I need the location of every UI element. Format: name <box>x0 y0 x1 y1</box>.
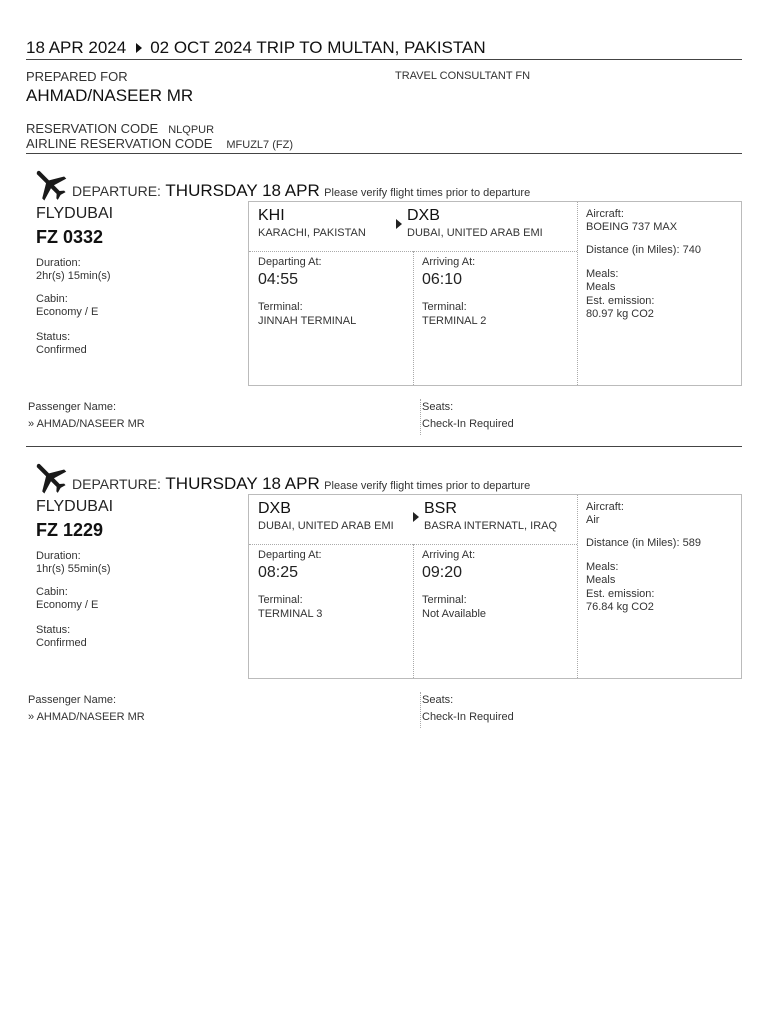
flight-number: FZ 1229 <box>36 520 104 540</box>
cabin <box>36 293 98 319</box>
aircraft-value: BOEING 737 MAX <box>586 221 678 233</box>
arrival-time: 06:10 <box>422 271 463 288</box>
seats-label: Seats: <box>422 694 454 706</box>
status-value: Confirmed <box>36 637 87 649</box>
departure-day: THURSDAY 18 APR <box>165 474 320 493</box>
status <box>36 624 87 650</box>
seats-label: Seats: <box>422 401 454 413</box>
arrival-terminal-label: Terminal: <box>422 594 467 606</box>
flight-segment <box>0 446 768 736</box>
cabin <box>36 586 98 612</box>
destination-city: DUBAI, UNITED ARAB EMI <box>407 227 543 239</box>
passenger-name-label: Passenger Name: <box>28 401 117 413</box>
trip-name: TRIP TO MULTAN, PAKISTAN <box>256 38 486 57</box>
emission-label: Est. emission: <box>586 295 655 307</box>
distance <box>586 537 701 550</box>
departure-time: 04:55 <box>258 271 299 288</box>
seat-info <box>422 399 514 433</box>
trip-title <box>26 38 486 58</box>
aircraft-value: Air <box>586 514 600 526</box>
origin-city: DUBAI, UNITED ARAB EMI <box>258 520 394 532</box>
seats-value: Check-In Required <box>422 418 514 430</box>
duration-value: 1hr(s) 55min(s) <box>36 563 111 575</box>
cabin-value: Economy / E <box>36 306 99 318</box>
arrival-terminal-label: Terminal: <box>422 301 467 313</box>
meals-label: Meals: <box>586 561 619 573</box>
arrival-time: 09:20 <box>422 564 463 581</box>
passenger-info <box>28 692 145 726</box>
divider <box>420 399 421 435</box>
destination-city: BASRA INTERNATL, IRAQ <box>424 520 558 532</box>
arrow-right-icon <box>413 512 419 522</box>
flight-number: FZ 0332 <box>36 227 104 247</box>
duration-label: Duration: <box>36 550 81 562</box>
verify-note: Please verify flight times prior to departure <box>324 480 531 492</box>
destination-code: BSR <box>424 500 457 517</box>
divider <box>577 495 578 678</box>
status-value: Confirmed <box>36 344 87 356</box>
departing-label: Departing At: <box>258 549 322 561</box>
duration <box>36 550 111 576</box>
reservation-code-row <box>26 121 214 136</box>
status-label: Status: <box>36 331 71 343</box>
cabin-value: Economy / E <box>36 599 99 611</box>
verify-note: Please verify flight times prior to departure <box>324 187 531 199</box>
flight-details-box <box>248 494 742 679</box>
flight-segment <box>0 153 768 443</box>
distance-label: Distance (in Miles): <box>586 537 680 549</box>
arriving-label: Arriving At: <box>422 549 476 561</box>
airline-name: FLYDUBAI <box>36 498 114 515</box>
meals-label: Meals: <box>586 268 619 280</box>
distance-value: 589 <box>682 537 701 549</box>
passenger-name: » AHMAD/NASEER MR <box>28 711 145 723</box>
distance <box>586 244 701 257</box>
arrival-terminal: Not Available <box>422 608 487 620</box>
trip-start-date: 18 APR 2024 <box>26 38 127 57</box>
divider <box>420 692 421 728</box>
distance-value: 740 <box>682 244 701 256</box>
divider <box>249 544 577 545</box>
status <box>36 331 87 357</box>
meals-value: Meals <box>586 281 616 293</box>
divider <box>577 202 578 385</box>
passenger-name-label: Passenger Name: <box>28 694 117 706</box>
origin-city: KARACHI, PAKISTAN <box>258 227 366 239</box>
emission-value: 80.97 kg CO2 <box>586 308 654 320</box>
duration-label: Duration: <box>36 257 81 269</box>
departing-label: Departing At: <box>258 256 322 268</box>
origin-code: KHI <box>258 207 285 224</box>
passenger-info <box>28 399 145 433</box>
divider <box>249 251 577 252</box>
cabin-label: Cabin: <box>36 586 68 598</box>
aircraft-label: Aircraft: <box>586 501 624 513</box>
departure-time: 08:25 <box>258 564 299 581</box>
distance-label: Distance (in Miles): <box>586 244 680 256</box>
duration <box>36 257 111 283</box>
airplane-icon <box>30 165 70 205</box>
reservation-code-label: RESERVATION CODE <box>26 121 159 136</box>
divider <box>413 544 414 678</box>
origin-code: DXB <box>258 500 291 517</box>
departure-terminal: TERMINAL 3 <box>258 608 323 620</box>
status-label: Status: <box>36 624 71 636</box>
arrival-terminal: TERMINAL 2 <box>422 315 487 327</box>
airline-reservation-code: MFUZL7 (FZ) <box>226 139 293 151</box>
airline-reservation-row <box>26 136 293 151</box>
departure-terminal-label: Terminal: <box>258 301 303 313</box>
travel-consultant: TRAVEL CONSULTANT FN <box>395 70 531 82</box>
seat-info <box>422 692 514 726</box>
duration-value: 2hr(s) 15min(s) <box>36 270 111 282</box>
departure-terminal: JINNAH TERMINAL <box>258 315 357 327</box>
emission-value: 76.84 kg CO2 <box>586 601 654 613</box>
airline-reservation-label: AIRLINE RESERVATION CODE <box>26 136 213 151</box>
departure-day: THURSDAY 18 APR <box>165 181 320 200</box>
destination-code: DXB <box>407 207 440 224</box>
passenger-name: » AHMAD/NASEER MR <box>28 418 145 430</box>
arrow-right-icon <box>136 43 142 53</box>
airplane-icon <box>30 458 70 498</box>
flight-details-box <box>248 201 742 386</box>
trip-end-date: 02 OCT 2024 <box>150 38 252 57</box>
prepared-for-name: AHMAD/NASEER MR <box>26 86 194 105</box>
airline-name: FLYDUBAI <box>36 205 114 222</box>
cabin-label: Cabin: <box>36 293 68 305</box>
arrow-right-icon <box>396 219 402 229</box>
divider <box>413 251 414 385</box>
departure-label: DEPARTURE: <box>72 476 161 492</box>
departure-label: DEPARTURE: <box>72 183 161 199</box>
arriving-label: Arriving At: <box>422 256 476 268</box>
reservation-code: NLQPUR <box>168 124 215 136</box>
emission-label: Est. emission: <box>586 588 655 600</box>
departure-terminal-label: Terminal: <box>258 594 303 606</box>
seats-value: Check-In Required <box>422 711 514 723</box>
prepared-for-label: PREPARED FOR <box>26 69 128 84</box>
divider <box>26 59 742 60</box>
aircraft-label: Aircraft: <box>586 208 624 220</box>
meals-value: Meals <box>586 574 616 586</box>
